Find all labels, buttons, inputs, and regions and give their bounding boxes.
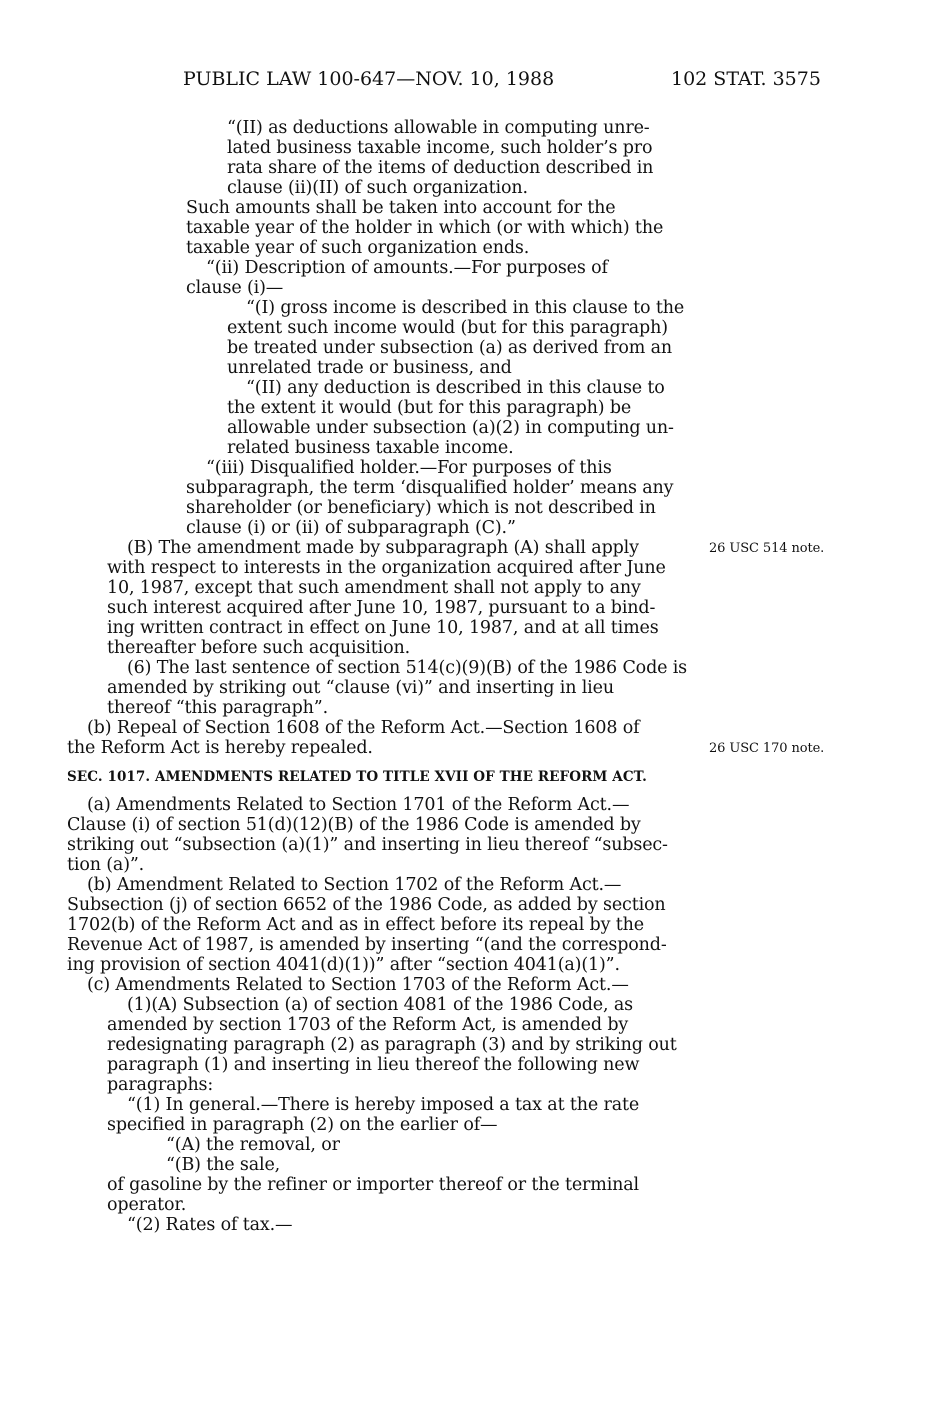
text-line: taxable year of such organization ends.: [186, 238, 530, 258]
text-line: (b) Amendment Related to Section 1702 of the Reform Act.—: [87, 875, 622, 895]
text-line: (b) Repeal of Section 1608 of the Reform Act.—Section 1608 of: [87, 718, 640, 738]
text-line: ing written contract in effect on June 10, 1987, and at all times: [107, 618, 659, 638]
text-line: operator.: [107, 1195, 187, 1215]
text-line: amended by striking out “clause (vi)” and inserting in lieu: [107, 678, 614, 698]
text-line: striking out “subsection (a)(1)” and inserting in lieu thereof “subsec-: [67, 835, 668, 855]
margin-note: 26 USC 170 note.: [709, 741, 825, 756]
text-line: (6) The last sentence of section 514(c)(9)(B) of the 1986 Code is: [127, 658, 688, 678]
text-line: “(1) In general.—There is hereby imposed a tax at the rate: [127, 1095, 640, 1115]
text-line: “(II) as deductions allowable in computing unre-: [227, 118, 650, 138]
text-line: ing provision of section 4041(d)(1))” after “section 4041(a)(1)”.: [67, 955, 620, 975]
text-line: “(B) the sale,: [166, 1155, 281, 1175]
running-header-title: PUBLIC LAW 100-647—NOV. 10, 1988: [183, 68, 555, 90]
text-line: clause (ii)(II) of such organization.: [227, 178, 528, 198]
text-line: 1702(b) of the Reform Act and as in effect before its repeal by the: [67, 915, 644, 935]
text-line: (B) The amendment made by subparagraph (A) shall apply: [127, 538, 639, 558]
text-line: of gasoline by the refiner or importer thereof or the terminal: [107, 1175, 640, 1195]
text-line: specified in paragraph (2) on the earlier of—: [107, 1115, 498, 1135]
margin-note: 26 USC 514 note.: [709, 541, 825, 556]
text-line: clause (i)—: [186, 278, 284, 298]
text-line: tion (a)”.: [67, 855, 145, 875]
text-line: amended by section 1703 of the Reform Act, is amended by: [107, 1015, 629, 1035]
text-line: paragraph (1) and inserting in lieu thereof the following new: [107, 1055, 640, 1075]
text-line: rata share of the items of deduction described in: [227, 158, 654, 178]
text-line: (a) Amendments Related to Section 1701 of the Reform Act.—: [87, 795, 630, 815]
page-number: 102 STAT. 3575: [671, 68, 821, 90]
text-line: Subsection (j) of section 6652 of the 1986 Code, as added by section: [67, 895, 666, 915]
text-line: (c) Amendments Related to Section 1703 of the Reform Act.—: [87, 975, 629, 995]
text-line: clause (i) or (ii) of subparagraph (C).”: [186, 518, 516, 538]
text-line: extent such income would (but for this paragraph): [227, 318, 668, 338]
text-line: the Reform Act is hereby repealed.: [67, 738, 373, 758]
text-line: related business taxable income.: [227, 438, 514, 458]
text-line: with respect to interests in the organization acquired after June: [107, 558, 666, 578]
text-line: Clause (i) of section 51(d)(12)(B) of the 1986 Code is amended by: [67, 815, 641, 835]
section-heading: SEC. 1017. AMENDMENTS RELATED TO TITLE XVII OF THE REFORM ACT.: [67, 769, 647, 785]
text-line: “(II) any deduction is described in this clause to: [246, 378, 665, 398]
text-line: “(ii) Description of amounts.—For purposes of: [206, 258, 608, 278]
text-line: (1)(A) Subsection (a) of section 4081 of the 1986 Code, as: [127, 995, 633, 1015]
text-line: lated business taxable income, such holder’s pro: [227, 138, 653, 158]
text-line: thereof “this paragraph”.: [107, 698, 329, 718]
text-line: taxable year of the holder in which (or with which) the: [186, 218, 664, 238]
text-line: shareholder (or beneficiary) which is not described in: [186, 498, 656, 518]
text-line: “(iii) Disqualified holder.—For purposes of this: [206, 458, 612, 478]
text-line: paragraphs:: [107, 1075, 214, 1095]
text-line: redesignating paragraph (2) as paragraph (3) and by striking out: [107, 1035, 677, 1055]
text-line: Such amounts shall be taken into account for the: [186, 198, 616, 218]
text-line: 10, 1987, except that such amendment shall not apply to any: [107, 578, 641, 598]
text-line: the extent it would (but for this paragraph) be: [227, 398, 632, 418]
text-line: subparagraph, the term ‘disqualified holder’ means any: [186, 478, 674, 498]
text-line: Revenue Act of 1987, is amended by inserting “(and the correspond-: [67, 935, 667, 955]
text-line: such interest acquired after June 10, 1987, pursuant to a bind-: [107, 598, 656, 618]
text-line: “(2) Rates of tax.—: [127, 1215, 293, 1235]
text-line: thereafter before such acquisition.: [107, 638, 410, 658]
text-line: “(I) gross income is described in this clause to the: [246, 298, 685, 318]
text-line: “(A) the removal, or: [166, 1135, 340, 1155]
text-line: be treated under subsection (a) as derived from an: [227, 338, 672, 358]
text-line: allowable under subsection (a)(2) in computing un-: [227, 418, 674, 438]
text-line: unrelated trade or business, and: [227, 358, 512, 378]
